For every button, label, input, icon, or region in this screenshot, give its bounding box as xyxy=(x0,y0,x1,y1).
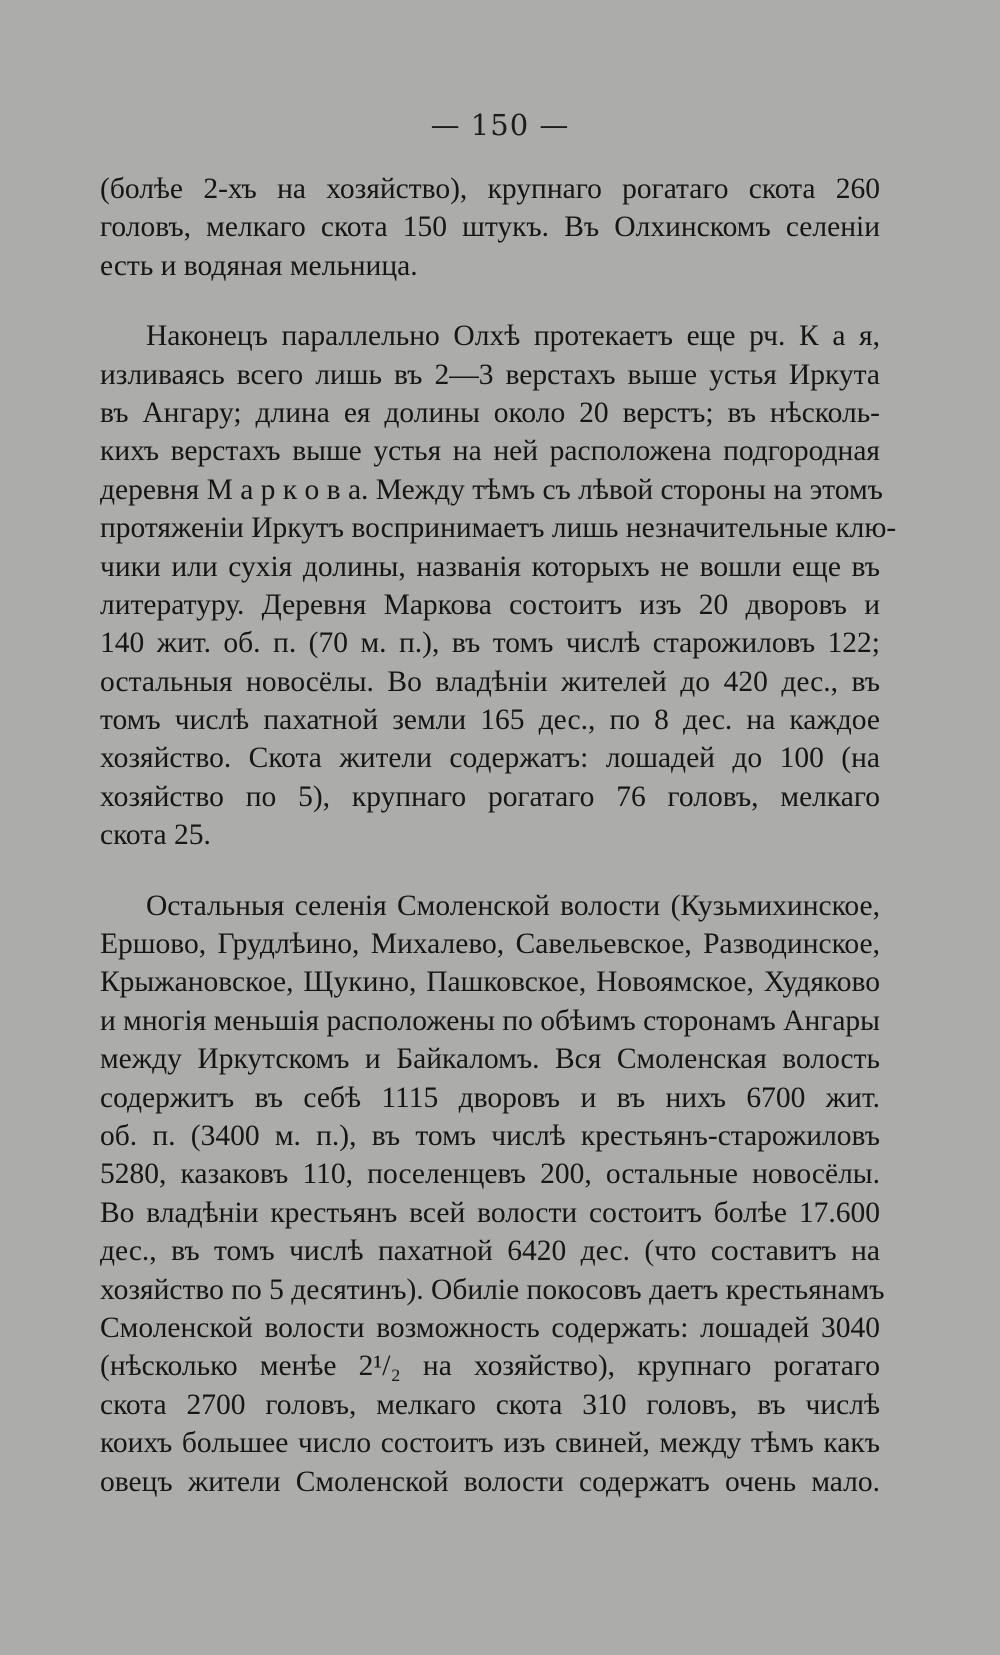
text-line: Остальныя селенiя Смоленской волости (Кузьмихинское, xyxy=(146,889,880,922)
paragraph-3 xyxy=(100,887,885,1501)
text-line: чики или сухiя долины, названiя которыхъ не вошли еще въ xyxy=(100,550,880,583)
paragraph-1 xyxy=(100,170,880,285)
text-line: Крыжановское, Щукино, Пашковское, Новоямское, Худяково xyxy=(100,966,880,999)
text-line: (болѣе 2-хъ на хозяйство), крупнаго рогатаго скота 260 xyxy=(100,173,880,205)
text-line: (нѣсколько менѣе 2¹/₂ на хозяйство), крупнаго рогатаго xyxy=(100,1350,880,1383)
text-line: томъ числѣ пахатной земли 165 дес., по 8 дес. на каждое xyxy=(100,704,880,737)
text-line: овецъ жители Смоленской волости содержатъ очень мало. xyxy=(100,1465,880,1498)
text-line: изливаясь всего лишь въ 2—3 верстахъ выше устья Иркута xyxy=(100,358,880,391)
page-number: — 150 — xyxy=(430,108,570,142)
text-line: головъ, мелкаго скота 150 штукъ. Въ Олхинскомъ селенiи xyxy=(100,211,880,244)
paragraph-2 xyxy=(100,317,897,854)
text-line: скота 2700 головъ, мелкаго скота 310 головъ, въ числѣ xyxy=(100,1388,880,1421)
text-line: въ Ангару; длина ея долины около 20 верстъ; въ нѣсколь- xyxy=(100,396,880,429)
text-line: Ершово, Грудлѣино, Михалево, Савельевское, Разводинское, xyxy=(100,928,880,961)
text-line: остальныя новосёлы. Во владѣнiи жителей до 420 дес., въ xyxy=(100,665,880,698)
text-line: Смоленской волости возможность содержать: лошадей 3040 xyxy=(100,1311,880,1344)
text-line: содержитъ въ себѣ 1115 дворовъ и въ нихъ 6700 жит. xyxy=(100,1081,880,1114)
text-line: есть и водяная мельница. xyxy=(100,249,418,282)
text-line: литературу. Деревня Маркова состоитъ изъ 20 дворовъ и xyxy=(100,588,880,621)
text-line: скота 25. xyxy=(100,819,211,852)
text-line: Во владѣнiи крестьянъ всей волости состоитъ болѣе 17.600 xyxy=(100,1196,880,1229)
paragraph-gap xyxy=(100,285,880,317)
page-body xyxy=(100,170,897,1501)
paragraph-gap xyxy=(100,855,880,887)
text-line: 5280, казаковъ 110, поселенцевъ 200, остальные новосёлы. xyxy=(100,1158,880,1191)
text-line: между Иркутскомъ и Байкаломъ. Вся Смоленская волость xyxy=(100,1043,880,1076)
text-line: хозяйство по 5), крупнаго рогатаго 76 головъ, мелкаго xyxy=(100,780,880,813)
text-line: деревня М а р к о в а. Между тѣмъ съ лѣвой стороны на этомъ xyxy=(100,473,883,506)
text-line: Наконецъ параллельно Олхѣ протекаетъ еще рч. К а я, xyxy=(146,320,880,353)
text-line: протяженiи Иркутъ воспринимаетъ лишь незначительные клю- xyxy=(100,512,897,545)
text-line: и многiя меньшiя расположены по обѣимъ сторонамъ Ангары xyxy=(100,1004,881,1037)
text-line: коихъ большее число состоитъ изъ свиней, между тѣмъ какъ xyxy=(100,1427,880,1460)
text-line: хозяйство по 5 десятинъ). Обилiе покосовъ даетъ крестьянамъ xyxy=(100,1273,885,1306)
text-line: 140 жит. об. п. (70 м. п.), въ томъ числѣ старожиловъ 122; xyxy=(100,627,880,660)
text-line: кихъ верстахъ выше устья на ней расположена подгородная xyxy=(100,435,880,468)
text-line: хозяйство. Скота жители содержатъ: лошадей до 100 (на xyxy=(100,742,880,775)
text-line: об. п. (3400 м. п.), въ томъ числѣ крестьянъ-старожиловъ xyxy=(100,1119,880,1152)
text-line: дес., въ томъ числѣ пахатной 6420 дес. (что составитъ на xyxy=(100,1235,880,1268)
